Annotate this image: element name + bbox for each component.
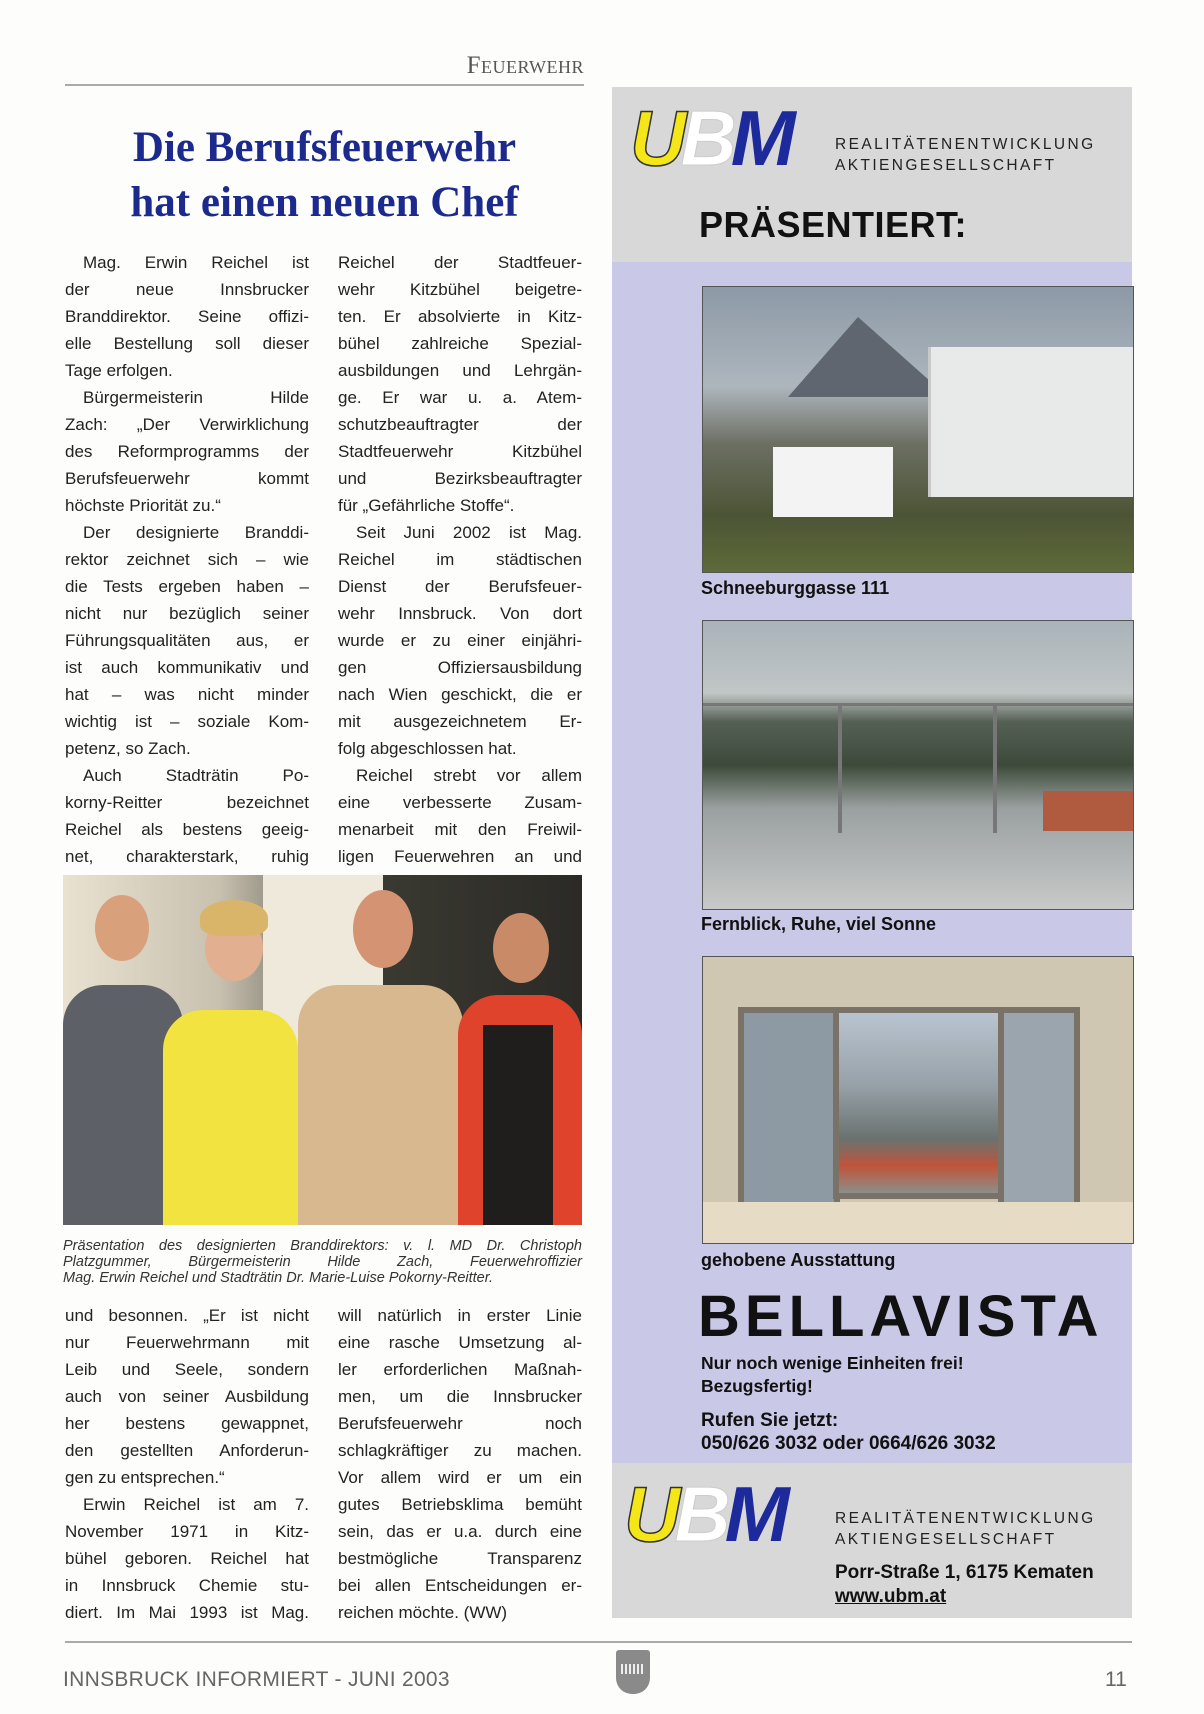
article-column-2-top [338,249,582,870]
ad-photo-building [702,286,1134,573]
text-line: des Reformprogramms der [65,442,309,461]
text-line: und besonnen. „Er ist nicht [65,1306,309,1325]
caption-line: Platzgummer, Bürgermeisterin Hilde Zach, Feuerwehroffizier [63,1254,582,1270]
publication-footer: INNSBRUCK INFORMIERT - JUNI 2003 [63,1668,450,1691]
title-line: hat einen neuen Chef [130,179,519,226]
text-line: menarbeit mit den Freiwil- [338,820,582,839]
text-line: gen zu entsprechen.“ [65,1468,225,1487]
text-line: ligen Feuerwehren an und [338,847,582,866]
text-line: höchste Priorität zu.“ [65,496,221,515]
text-line: November 1971 in Kitz- [65,1522,309,1541]
caption-line: Mag. Erwin Reichel und Stadträtin Dr. Marie-Luise Pokorny-Reitter. [63,1270,494,1286]
availability-text: Nur noch wenige Einheiten frei! Bezugsfertig! [701,1353,964,1396]
ad-photo-caption: Fernblick, Ruhe, viel Sonne [701,914,937,934]
ad-photo-caption: gehobene Ausstattung [701,1250,896,1270]
text-line: Berufsfeuerwehr kommt [65,469,309,488]
text-line: ler erforderlichen Maßnah- [338,1360,582,1379]
text-line: bühel zahlreiche Spezial- [338,334,582,353]
text-line: Mag. Erwin Reichel ist [83,253,309,272]
company-address: Porr-Straße 1, 6175 Kematen [835,1562,1094,1583]
text-line: in Innsbruck Chemie stu- [65,1576,309,1595]
text-line: Führungsqualitäten aus, er [65,631,309,650]
text-line: bestmögliche Transparenz [338,1549,582,1568]
text-line: diert. Im Mai 1993 ist Mag. [65,1603,309,1622]
page-number: 11 [1105,1668,1127,1691]
city-crest-icon [616,1650,650,1694]
text-line: net, charakterstark, ruhig [65,847,309,866]
text-line: nach Wien geschickt, die er [338,685,582,704]
text-line: eine verbesserte Zusam- [338,793,582,812]
text-line: folg abgeschlossen hat. [338,739,517,758]
text-line: rektor zeichnet sich – wie [65,550,309,569]
text-line: und Bezirksbeauftragter [338,469,582,488]
text-line: auch von seiner Ausbildung [65,1387,309,1406]
text-line: sein, das er u.a. durch eine [338,1522,582,1541]
text-line: men, um die Innsbrucker [338,1387,582,1406]
text-line: Dienst der Berufsfeuer- [338,577,582,596]
text-line: bei allen Entscheidungen er- [338,1576,582,1595]
text-line: schlagkräftiger zu machen. [338,1441,582,1460]
text-line: wichtig ist – soziale Kom- [65,712,309,731]
project-name: BELLAVISTA [698,1284,1104,1349]
text-line: elle Bestellung soll dieser [65,334,309,353]
text-line: Reichel strebt vor allem [356,766,582,785]
ubm-logo: UBM [630,94,790,182]
text-line: korny-Reitter bezeichnet [65,793,309,812]
text-line: der neue Innsbrucker [65,280,309,299]
text-line: Berufsfeuerwehr noch [338,1414,582,1433]
text-line: bühel geboren. Reichel hat [65,1549,309,1568]
text-line: den gestellten Anforderun- [65,1441,309,1460]
text-line: Reichel im städtischen [338,550,582,569]
text-line: will natürlich in erster Linie [338,1306,582,1325]
text-line: mit ausgezeichnetem Er- [338,712,582,731]
ubm-logo: UBM [624,1470,784,1558]
text-line: ten. Er absolvierte in Kitz- [338,307,582,326]
text-line: für „Gefährliche Stoffe“. [338,496,515,515]
text-line: her bestens gewappnet, [65,1414,309,1433]
text-line: gen Offiziersausbildung [338,658,582,677]
text-line: gutes Betriebsklima bemüht [338,1495,582,1514]
text-line: Erwin Reichel ist am 7. [83,1495,309,1514]
text-line: Bürgermeisterin Hilde [83,388,309,407]
text-line: Reichel der Stadtfeuer- [338,253,582,272]
text-line: reichen möchte. (WW) [338,1603,508,1622]
article-column-2-bottom [338,1302,582,1626]
company-name: REALITÄTENENTWICKLUNG AKTIENGESELLSCHAFT [835,136,1096,174]
text-line: die Tests ergeben haben – [65,577,309,596]
text-line: ausbildungen und Lehrgän- [338,361,582,380]
text-line: Reichel als bestens geeig- [65,820,309,839]
ad-header [612,87,1132,262]
text-line: Seit Juni 2002 ist Mag. [356,523,582,542]
text-line: Stadtfeuerwehr Kitzbühel [338,442,582,461]
photo-caption [63,1238,582,1286]
text-line: schutzbeauftragter der [338,415,582,434]
text-line: wehr Kitzbühel beigetre- [338,280,582,299]
header-rule [65,84,584,86]
text-line: Zach: „Der Verwirklichung [65,415,309,434]
text-line: nicht nur bezüglich seiner [65,604,309,623]
text-line: Leib und Seele, sondern [65,1360,309,1379]
text-line: Auch Stadträtin Po- [83,766,309,785]
ad-photo-terrace [702,620,1134,910]
text-line: ge. Er war u. a. Atem- [338,388,582,407]
footer-rule [65,1641,1132,1643]
text-line: petenz, so Zach. [65,739,191,758]
ad-photo-interior [702,956,1134,1244]
company-website-link[interactable]: www.ubm.at [835,1586,947,1607]
text-line: nur Feuerwehrmann mit [65,1333,309,1352]
article-photo [63,875,582,1225]
ad-footer [612,1463,1132,1618]
company-name: REALITÄTENENTWICKLUNG AKTIENGESELLSCHAFT [835,1510,1096,1548]
text-line: Tage erfolgen. [65,361,173,380]
caption-line: Präsentation des designierten Branddirektors: v. l. MD Dr. Christoph [63,1238,582,1254]
text-line: Vor allem wird er um ein [338,1468,582,1487]
text-line: Branddirektor. Seine offizi- [65,307,309,326]
text-line: wehr Innsbruck. Von dort [338,604,582,623]
section-heading: Feuerwehr [466,52,584,79]
text-line: hat – was nicht minder [65,685,309,704]
ad-photo-caption: Schneeburggasse 111 [701,578,890,598]
text-line: eine rasche Umsetzung al- [338,1333,582,1352]
article-column-1-bottom [65,1302,309,1626]
contact-phones: Rufen Sie jetzt: 050/626 3032 oder 0664/626 3032 [701,1410,996,1454]
text-line: wurde er zu einer einjähri- [338,631,582,650]
ubm-advertisement [612,87,1132,1618]
article-column-1-top [65,249,309,870]
text-line: ist auch kommunikativ und [65,658,309,677]
text-line: Der designierte Branddi- [83,523,309,542]
title-line: Die Berufsfeuerwehr [132,124,517,171]
presents-heading: PRÄSENTIERT: [699,204,968,245]
article-title [65,120,584,230]
